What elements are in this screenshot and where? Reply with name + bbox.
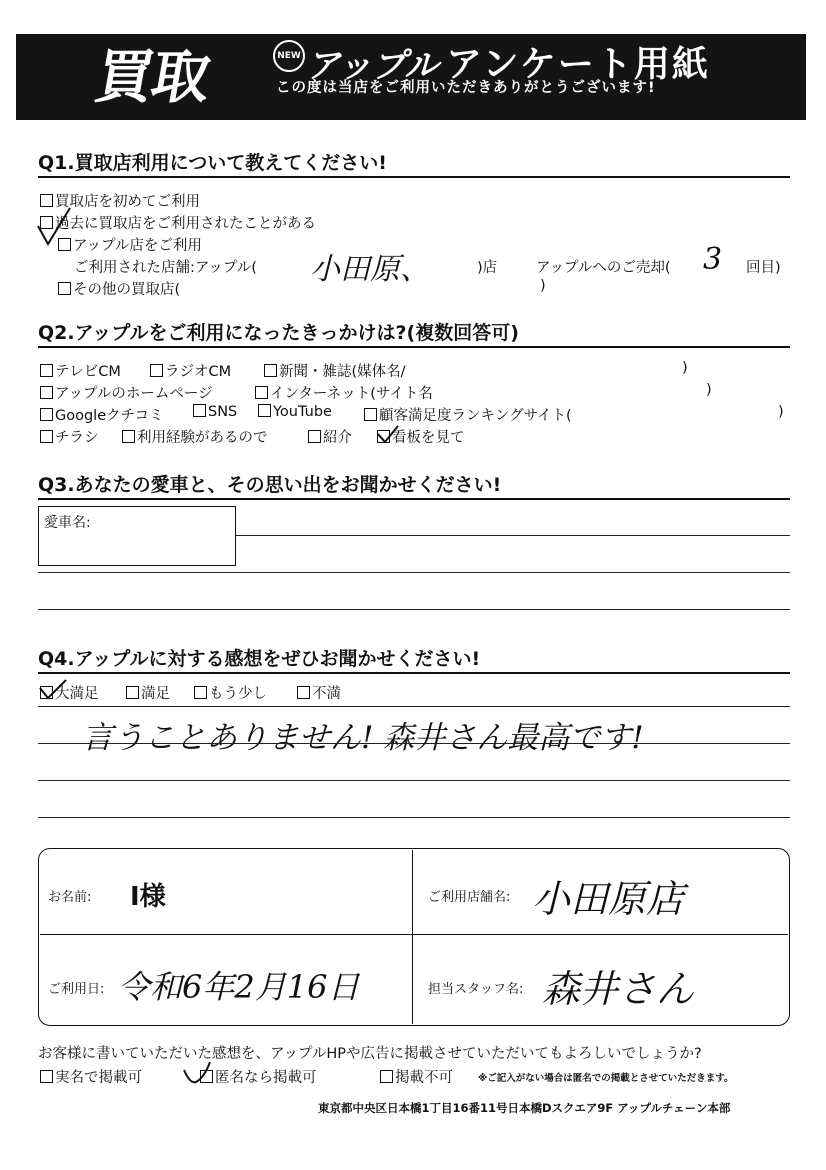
q2-option-ranking[interactable]: 顧客満足度ランキングサイト( (364, 404, 572, 425)
q2-internet-close: ) (706, 382, 712, 398)
brand-name: アップル (306, 46, 439, 86)
checkbox-icon[interactable] (380, 1070, 393, 1083)
checkbox-icon[interactable] (126, 686, 139, 699)
q1-option-past[interactable]: 過去に買取店をご利用されたことがある (40, 212, 316, 233)
q1-option-apple[interactable]: アップル店をご利用 (58, 234, 202, 255)
info-divider-horizontal (40, 934, 788, 935)
q1-option-other[interactable]: その他の買取店( (58, 278, 180, 299)
q2-news-close: ) (682, 360, 688, 376)
usage-date-handwriting[interactable]: 令和6年2月16日 (118, 968, 360, 1006)
consent-option-not-allowed[interactable]: 掲載不可 (380, 1066, 453, 1087)
q2-option-google[interactable]: Googleクチコミ (40, 404, 164, 425)
q2-title: Q2.アップルをご利用になったきっかけは?(複数回答可) (38, 322, 519, 344)
q3-line (38, 572, 790, 573)
car-name-label: 愛車名: (44, 515, 91, 531)
checkbox-icon[interactable] (150, 364, 163, 377)
store-name-label: ご利用店舗名: (428, 890, 511, 905)
q2-option-radio[interactable]: ラジオCM (150, 360, 231, 381)
checkbox-icon[interactable] (364, 408, 377, 421)
q4-option-very-satisfied[interactable]: 大満足 (40, 682, 99, 703)
q4-rule (38, 672, 790, 674)
staff-name-label: 担当スタッフ名: (428, 982, 524, 997)
q2-option-homepage[interactable]: アップルのホームページ (40, 382, 213, 403)
q4-line (38, 780, 790, 781)
checkbox-icon[interactable] (40, 386, 53, 399)
consent-note: ※ご記入がない場合は匿名での掲載とさせていただきます。 (478, 1073, 734, 1084)
checkbox-icon[interactable] (40, 430, 53, 443)
q1-count-handwriting: 3 (703, 242, 723, 277)
apple-logo-icon: NEW (273, 40, 305, 72)
checkbox-icon[interactable] (58, 282, 71, 295)
q3-title: Q3.あなたの愛車と、その思い出をお聞かせください! (38, 474, 502, 496)
q4-option-satisfied[interactable]: 満足 (126, 682, 170, 703)
q1-store-suffix: )店 (477, 260, 498, 276)
q1-count-prefix: アップルへのご売却( (536, 260, 671, 276)
form-title: アンケート用紙 (446, 44, 710, 85)
checkmark-icon (376, 424, 400, 444)
q3-line (38, 609, 790, 610)
q4-line (38, 743, 790, 744)
q4-option-unsatisfied[interactable]: 不満 (297, 682, 341, 703)
kaitori-logo-text: 買取 (90, 43, 215, 111)
name-label: お名前: (48, 890, 92, 905)
q2-ranking-close: ) (778, 404, 784, 420)
consent-question: お客様に書いていただいた感想を、アップルHPや広告に掲載させていただいてもよろしいでしょうか? (38, 1046, 702, 1062)
staff-name-handwriting[interactable]: 森井さん (542, 967, 695, 1011)
header-subtitle: この度は当店をご利用いただきありがとうございます! (276, 80, 656, 96)
q2-option-sign[interactable]: 看板を見て (377, 426, 465, 447)
q1-store-handwriting: 小田原、 (310, 252, 430, 287)
q1-rule (38, 176, 790, 178)
footer-address: 東京都中央区日本橋1丁目16番11号日本橋Dスクエア9F アップルチェーン本部 (318, 1101, 731, 1115)
q1-store-prefix: ご利用された店舗:アップル( (74, 260, 257, 276)
checkbox-icon[interactable] (297, 686, 310, 699)
checkmark-icon (38, 678, 68, 700)
consent-option-real-name[interactable]: 実名で掲載可 (40, 1066, 142, 1087)
q2-option-experience[interactable]: 利用経験があるので (122, 426, 268, 447)
checkbox-icon[interactable] (264, 364, 277, 377)
q2-option-news[interactable]: 新聞・雑誌(媒体名/ (264, 360, 406, 381)
checkbox-icon[interactable] (40, 364, 53, 377)
q1-count-suffix: 回目) (746, 260, 781, 276)
q1-other-close: ) (540, 278, 546, 294)
checkmark-icon (34, 204, 74, 250)
checkbox-icon[interactable] (40, 408, 53, 421)
q4-option-more[interactable]: もう少し (194, 682, 267, 703)
checkbox-icon[interactable] (40, 1070, 53, 1083)
store-name-handwriting[interactable]: 小田原店 (532, 877, 685, 921)
q4-line (38, 706, 790, 707)
checkbox-icon[interactable] (255, 386, 268, 399)
q2-option-sns[interactable]: SNS (193, 404, 237, 420)
q3-rule (38, 498, 790, 500)
consent-option-anonymous[interactable]: 匿名なら掲載可 (200, 1066, 317, 1087)
q2-option-tv[interactable]: テレビCM (40, 360, 121, 381)
checkmark-icon (180, 1060, 214, 1086)
usage-date-label: ご利用日: (48, 982, 105, 997)
checkbox-icon[interactable] (258, 404, 271, 417)
q2-option-youtube[interactable]: YouTube (258, 404, 332, 420)
checkbox-icon[interactable] (193, 404, 206, 417)
checkbox-icon[interactable] (194, 686, 207, 699)
q2-rule (38, 346, 790, 348)
q2-option-flyer[interactable]: チラシ (40, 426, 99, 447)
q4-title: Q4.アップルに対する感想をぜひお聞かせください! (38, 648, 481, 670)
q3-line (236, 535, 790, 536)
q4-comment-handwriting: 言うことありません! 森井さん最高です! (82, 720, 644, 756)
checkbox-icon[interactable] (122, 430, 135, 443)
name-value[interactable]: I様 (130, 882, 166, 912)
q1-option-first[interactable]: 買取店を初めてご利用 (40, 190, 200, 211)
checkbox-icon[interactable] (308, 430, 321, 443)
q2-option-intro[interactable]: 紹介 (308, 426, 352, 447)
q2-option-internet[interactable]: インターネット(サイト名 (255, 382, 433, 403)
q1-title: Q1.買取店利用について教えてください! (38, 152, 387, 174)
q4-line (38, 817, 790, 818)
info-divider-vertical (412, 850, 413, 1024)
